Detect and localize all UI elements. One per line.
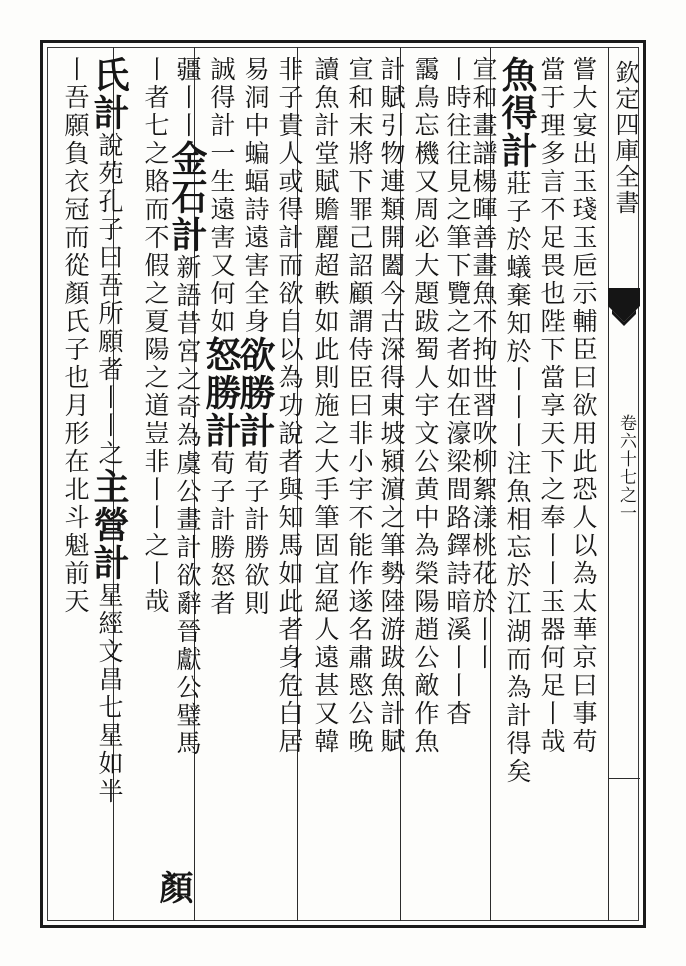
text-run: 誠得計一生遠害又何如 <box>207 56 236 336</box>
text-run: 新語昔宮之奇為虞公畫計欲辭晉獻公璧馬 <box>173 254 202 758</box>
trailing-glyph: 顏 <box>153 870 193 907</box>
entry-heading: 怒勝計 <box>200 336 242 450</box>
text-run: 非子貴人或得計而欲自以為功說者與知馬如此者身危白居 <box>275 56 304 756</box>
text-run: 當于理多言不足畏也陛下當享天下之奉丨丨玉器何足丨哉 <box>537 56 566 756</box>
text-run: 丨者七 <box>141 56 170 140</box>
text-run: 荀子計勝欲則 <box>241 450 270 618</box>
text-run: 說苑孔子曰吾所願者丨丨之 <box>95 132 124 468</box>
entry-heading: 魚得計 <box>496 56 538 170</box>
entry-heading: 主營計 <box>88 468 130 582</box>
text-run: 易洞中蝙蝠詩遠害全身 <box>241 56 270 336</box>
text-run: 丨時往往見之筆下覽之者如在濠梁間路鐸詩暗溪丨丨杳 <box>443 56 472 728</box>
text-column <box>132 56 178 914</box>
text-run: 荀子計勝怒者 <box>207 450 236 618</box>
text-column <box>52 56 98 914</box>
gutter-tick <box>608 778 640 779</box>
fishtail-mark-icon <box>608 288 640 328</box>
text-run: 計賦引物連類開闔今古深得東坡潁濵之筆勢陸游跋魚計賦 <box>377 56 406 756</box>
text-run: 星經文昌七星如半 <box>95 582 124 806</box>
gutter-title: 欽定四庫全書 <box>611 60 639 216</box>
text-run: 宣和末將下罪己詔顧謂侍臣曰非小宇不能作遂名肅愍公晚 <box>345 56 374 756</box>
text-run: 嘗大宴出玉琖玉巵示輔臣曰欲用此恐人以為太華京曰事苟 <box>569 56 598 756</box>
text-run: 讀魚計堂賦贍麗超軼如此則施之大手筆固宜絕人遠甚又韓 <box>311 56 340 756</box>
text-run: 疆丨丨 <box>173 56 202 140</box>
text-run: 宣和畫譜楊暉善畫魚不拘世習吹柳絮漾桃花於丨丨 <box>469 56 498 672</box>
text-run: 靄鳥忘機又周必大題跋蜀人宇文公黄中為榮陽趙公敵作魚 <box>411 56 440 756</box>
text-run: 丨吾願負衣冠而從顏氏子也 <box>61 56 90 392</box>
entry-heading: 欲勝計 <box>234 336 276 450</box>
entry-heading: 金石計 <box>166 140 208 254</box>
text-run: 之賂而不假之夏陽之道豈非丨丨之丨哉 <box>141 140 170 616</box>
gutter-volume: 卷六十七之一 <box>616 414 636 522</box>
text-run: 莊子於蟻棄知於丨丨丨注魚相忘於江湖而為計得矣 <box>503 170 532 786</box>
entry-heading: 氏計 <box>88 56 130 132</box>
text-run: 月形在北斗魁前天 <box>61 392 90 616</box>
